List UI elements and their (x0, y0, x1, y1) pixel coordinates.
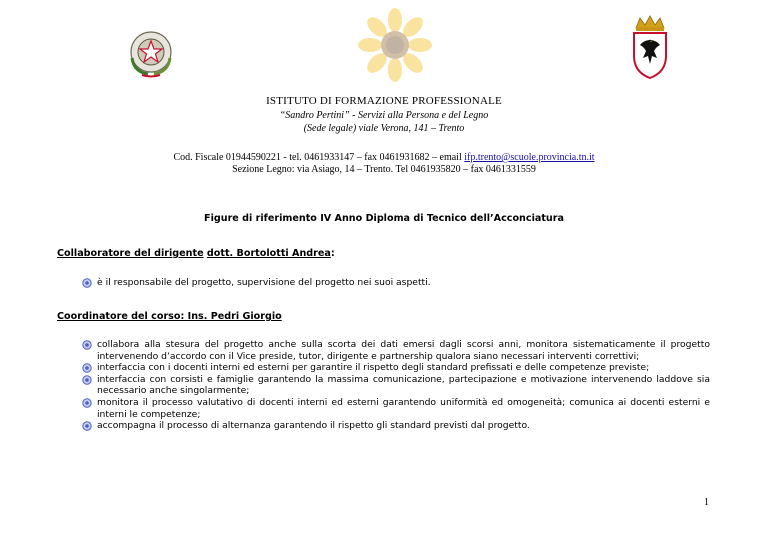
bullet-orb-icon (82, 340, 92, 350)
bullet-orb-icon (82, 398, 92, 408)
list-item (82, 362, 710, 374)
heading-text: Coordinatore del corso: Ins. Pedri Giorgio (57, 311, 282, 322)
email-link[interactable]: ifp.trento@scuole.provincia.tn.it (464, 152, 595, 163)
trentino-eagle-crest-icon (630, 14, 670, 80)
list-item-text: interfaccia con i docenti interni ed esterni per garantire il rispetto degli standard prefissati e delle competenze previste; (97, 362, 650, 374)
list-item (82, 277, 710, 289)
page-number: 1 (704, 497, 709, 508)
bullet-orb-icon (82, 375, 92, 385)
bullet-orb-icon (82, 421, 92, 431)
list-item-text: è il responsabile del progetto, supervisione del progetto nei suoi aspetti. (97, 277, 431, 288)
list-item (82, 374, 710, 397)
heading-role: Collaboratore del dirigente (57, 248, 204, 259)
bullet-orb-icon (82, 278, 92, 288)
section-heading-coordinatore (57, 311, 282, 322)
institute-name: ISTITUTO DI FORMAZIONE PROFESSIONALE (266, 95, 502, 107)
fiscal-contact-line (0, 152, 768, 163)
italian-republic-emblem-icon (126, 28, 176, 80)
coordinatore-duties-list (82, 339, 710, 432)
list-item-text: accompagna il processo di alternanza garantendo il rispetto gli standard previsti dal progetto. (97, 420, 530, 432)
list-item (82, 397, 710, 420)
institute-address: (Sede legale) viale Verona, 141 – Trento (303, 123, 465, 134)
document-title: Figure di riferimento IV Anno Diploma di Tecnico dell’Acconciatura (204, 213, 564, 224)
list-item-text: monitora il processo valutativo di docenti interni ed esterni garantendo uniformità ed omogeneità; comunica ai docenti esterni e interni le competenze; (97, 396, 710, 420)
list-item-text: interfaccia con corsisti e famiglie garantendo la massima comunicazione, partecipazione e motivazione intervenendo laddove sia necessario anche singolarmente; (97, 373, 710, 397)
fiscal-info-text: Cod. Fiscale 01944590221 - tel. 0461933147 – fax 0461931682 – email (173, 152, 465, 163)
heading-colon: : (330, 248, 335, 259)
legno-section-line: Sezione Legno: via Asiago, 14 – Trento. Tel 0461935820 – fax 0461331559 (232, 164, 536, 175)
list-item (82, 420, 710, 432)
list-item (82, 339, 710, 362)
heading-person: dott. Bortolotti Andrea (206, 248, 331, 259)
list-item-text: collabora alla stesura del progetto anche sulla scorta dei dati emersi dagli scorsi anni, monitora sistematicamente il progetto intervenendo d’accordo con il Vice preside, tutor, dirigente e partnership qualora siano necessari interventi correttivi; (97, 339, 710, 362)
sunflower-watermark-icon (358, 8, 432, 82)
collaboratore-duties-list (82, 277, 710, 289)
institute-subtitle: “Sandro Pertini” - Servizi alla Persona e del Legno (279, 110, 489, 121)
bullet-orb-icon (82, 363, 92, 373)
section-heading-collaboratore (57, 248, 335, 259)
